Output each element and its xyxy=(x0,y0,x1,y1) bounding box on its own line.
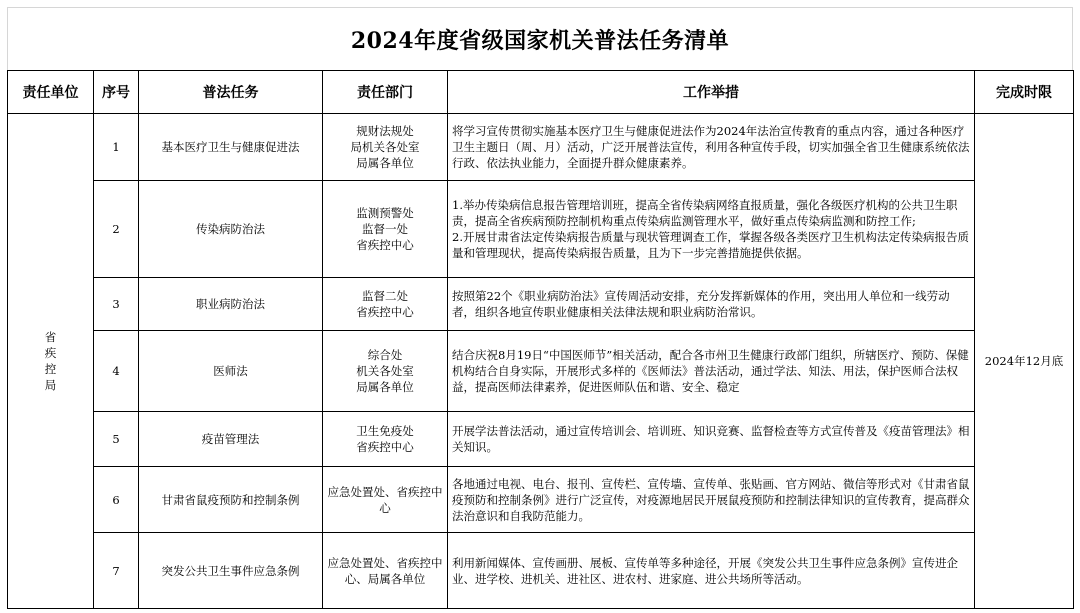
title-box xyxy=(7,7,1073,70)
table-row xyxy=(8,181,1074,278)
task-cell: 甘肃省鼠疫预防和控制条例 xyxy=(139,467,323,533)
seq-cell: 6 xyxy=(94,467,139,533)
table-row xyxy=(8,467,1074,533)
task-table xyxy=(7,70,1074,609)
header-unit: 责任单位 xyxy=(8,71,94,114)
measures-cell: 按照第22个《职业病防治法》宣传周活动安排，充分发挥新媒体的作用，突出用人单位和一线劳动者，组织各地宣传职业健康相关法律法规和职业病防治常识。 xyxy=(448,278,975,331)
measures-cell: 利用新闻媒体、宣传画册、展板、宣传单等多种途径，开展《突发公共卫生事件应急条例》宣传进企业、进学校、进机关、进社区、进农村、进家庭、进公共场所等活动。 xyxy=(448,533,975,609)
measures-cell: 各地通过电视、电台、报刊、宣传栏、宣传墙、宣传单、张贴画、官方网站、微信等形式对《甘肃省鼠疫预防和控制条例》进行广泛宣传，对疫源地居民开展鼠疫预防和控制法律知识的宣传教育，提高群众法治意识和自我防范能力。 xyxy=(448,467,975,533)
header-task: 普法任务 xyxy=(139,71,323,114)
header-deadline: 完成时限 xyxy=(975,71,1074,114)
dept-cell: 卫生免疫处 省疾控中心 xyxy=(323,412,448,467)
responsible-unit: 省疾控局 xyxy=(44,330,57,392)
task-cell: 传染病防治法 xyxy=(139,181,323,278)
table-row xyxy=(8,412,1074,467)
task-cell: 医师法 xyxy=(139,331,323,412)
seq-cell: 3 xyxy=(94,278,139,331)
page-title: 2024年度省级国家机关普法任务清单 xyxy=(350,27,730,54)
task-list-sheet xyxy=(7,7,1073,605)
measures-cell: 1.举办传染病信息报告管理培训班，提高全省传染病网络直报质量，强化各级医疗机构的公共卫生职责，提高全省疾病预防控制机构重点传染病监测管理水平，做好重点传染病监测和防控工作; 2.开展甘肃省法定传染病报告质量与现状管理调查工作，掌握各级各类医疗卫生机构法定传染病报告质量和管理现状，提高传染病报告质量，且为下一步完善措施提供依据。 xyxy=(448,181,975,278)
dept-cell: 综合处 机关各处室 局属各单位 xyxy=(323,331,448,412)
header-dept: 责任部门 xyxy=(323,71,448,114)
table-header-row xyxy=(8,71,1074,114)
table-row xyxy=(8,533,1074,609)
dept-cell: 监测预警处 监督一处 省疾控中心 xyxy=(323,181,448,278)
seq-cell: 1 xyxy=(94,114,139,181)
measures-cell: 将学习宣传贯彻实施基本医疗卫生与健康促进法作为2024年法治宣传教育的重点内容，通过各种医疗卫生主题日（周、月）活动，广泛开展普法宣传，利用各种宣传手段，切实加强全省卫生健康系统依法行政、依法执业能力，全面提升群众健康素养。 xyxy=(448,114,975,181)
seq-cell: 5 xyxy=(94,412,139,467)
seq-cell: 4 xyxy=(94,331,139,412)
measures-cell: 结合庆祝8月19日“中国医师节”相关活动，配合各市州卫生健康行政部门组织，所辖医疗、预防、保健机构结合自身实际，开展形式多样的《医师法》普法活动，通过学法、知法、用法，保护医师合法权益，提高医师法律素养，促进医师队伍和谐、安全、稳定 xyxy=(448,331,975,412)
measures-cell: 开展学法普法活动，通过宣传培训会、培训班、知识竞赛、监督检查等方式宣传普及《疫苗管理法》相关知识。 xyxy=(448,412,975,467)
dept-cell: 监督二处 省疾控中心 xyxy=(323,278,448,331)
seq-cell: 7 xyxy=(94,533,139,609)
task-cell: 突发公共卫生事件应急条例 xyxy=(139,533,323,609)
header-measures: 工作举措 xyxy=(448,71,975,114)
responsible-unit-cell xyxy=(8,114,94,609)
table-row xyxy=(8,331,1074,412)
deadline-cell: 2024年12月底 xyxy=(975,114,1074,609)
task-cell: 疫苗管理法 xyxy=(139,412,323,467)
table-row xyxy=(8,114,1074,181)
table-row xyxy=(8,278,1074,331)
header-seq: 序号 xyxy=(94,71,139,114)
dept-cell: 应急处置处、省疾控中心、局属各单位 xyxy=(323,533,448,609)
dept-cell: 应急处置处、省疾控中心 xyxy=(323,467,448,533)
dept-cell: 规财法规处 局机关各处室 局属各单位 xyxy=(323,114,448,181)
seq-cell: 2 xyxy=(94,181,139,278)
task-cell: 职业病防治法 xyxy=(139,278,323,331)
task-cell: 基本医疗卫生与健康促进法 xyxy=(139,114,323,181)
